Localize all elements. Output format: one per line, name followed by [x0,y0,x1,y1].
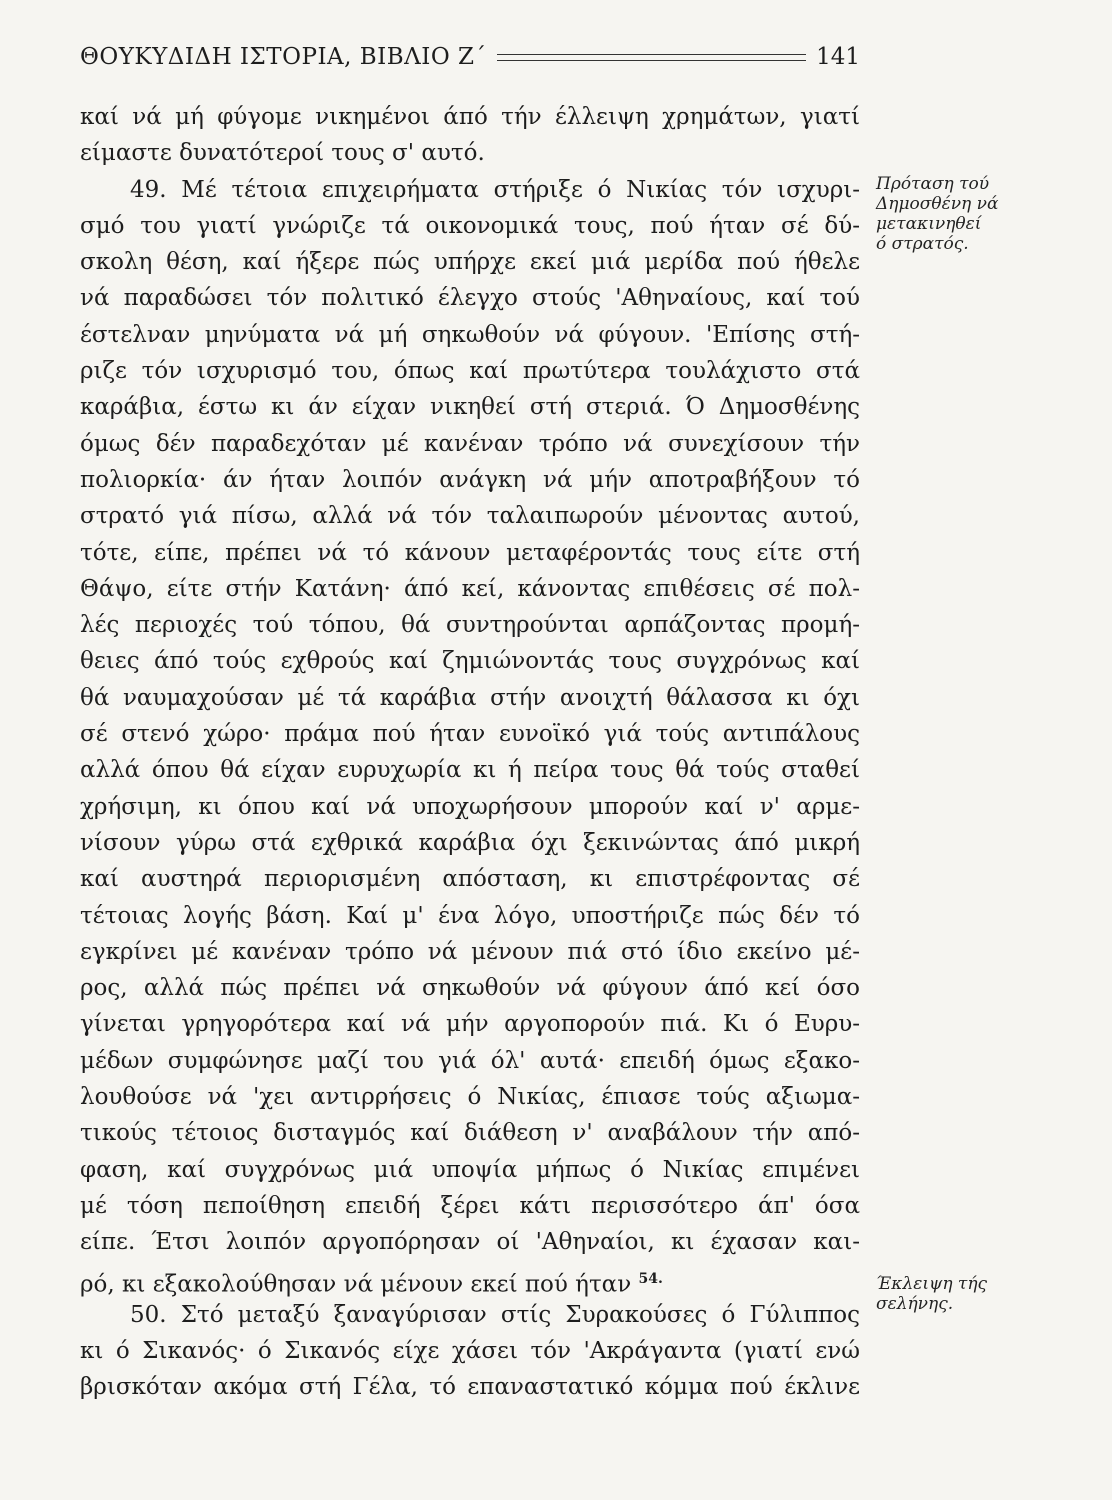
body-line: μέ τόση πεποίθηση επειδή ξέρει κάτι περισσότερο άπ' όσα [80,1192,860,1219]
body-line: λές περιοχές τού τόπου, θά συντηρούνται αρπάζοντας προμή- [80,612,860,639]
body-line: τέτοιας λογής βάση. Καί μ' ένα λόγο, υποστήριζε πώς δέν τό [80,902,860,929]
body-line: ριζε τόν ισχυρισμό του, όπως καί πρωτύτερα τουλάχιστο στά [80,358,860,385]
page-number: 141 [816,44,860,70]
body-line: εγκρίνει μέ κανέναν τρόπο νά μένουν πιά στό ίδιο εκείνο μέ- [80,938,860,965]
body-line: τικούς τέτοιος δισταγμός καί διάθεση ν' αναβάλουν τήν από- [80,1120,860,1147]
body-line: 49. Μέ τέτοια επιχειρήματα στήριξε ό Νικίας τόν ισχυρι- [130,176,860,203]
body-line: σκολη θέση, καί ήξερε πώς υπήρχε εκεί μιά μερίδα πού ήθελε [80,249,860,276]
header-double-rule [497,54,807,61]
body-line: χρήσιμη, κι όπου καί νά υποχωρήσουν μπορούν καί ν' αρμε- [80,793,860,820]
running-header-title: ΘΟΥΚΥΔΙΔΗ ΙΣΤΟΡΙΑ, ΒΙΒΛΙΟ Ζ΄ [80,44,487,70]
body-line: πολιορκία· άν ήταν λοιπόν ανάγκη νά μήν αποτραβήξουν τό [80,466,860,493]
body-line: νίσουν γύρω στά εχθρικά καράβια όχι ξεκινώντας άπό μικρή [80,829,860,856]
running-header [80,40,860,74]
body-line: μέδων συμφώνησε μαζί του γιά όλ' αυτά· επειδή όμως εξακο- [80,1047,860,1074]
body-line: βρισκόταν ακόμα στή Γέλα, τό επαναστατικό κόμμα πού έκλινε [80,1374,860,1401]
body-line-with-footnote [80,1261,860,1297]
body-line: τότε, είπε, πρέπει νά τό κάνουν μεταφέροντάς τους είτε στή [80,539,860,566]
margin-note-line: ό στρατός. [876,234,969,254]
body-line: όμως δέν παραδεχόταν μέ κανέναν τρόπο νά συνεχίσουν τήν [80,430,860,457]
body-line: κι ό Σικανός· ό Σικανός είχε χάσει τόν 'Ακράγαντα (γιατί ενώ [80,1338,860,1365]
margin-note-line: σελήνης. [876,1294,954,1314]
body-line: καράβια, έστω κι άν είχαν νικηθεί στή στεριά. Ό Δημοσθένης [80,394,860,421]
margin-note-demosthenes-proposal [876,174,998,254]
body-line: θειες άπό τούς εχθρούς καί ζημιώνοντάς τους συγχρόνως καί [80,648,860,675]
body-line: φαση, καί συγχρόνως μιά υποψία μήπως ό Νικίας επιμένει [80,1156,860,1183]
body-line: λουθούσε νά 'χει αντιρρήσεις ό Νικίας, έπιασε τούς αξιωμα- [80,1084,860,1111]
margin-note-line: Δημοσθένη νά [876,194,999,214]
margin-note-line: Πρόταση τού [876,174,990,194]
margin-note-line: Έκλειψη τής [876,1274,988,1294]
body-line: καί αυστηρά περιορισμένη απόσταση, κι επιστρέφοντας σέ [80,866,860,893]
body-line: έστελναν μηνύματα νά μή σηκωθούν νά φύγουν. 'Επίσης στή- [80,321,860,348]
body-line: 50. Στό μεταξύ ξαναγύρισαν στίς Συρακούσες ό Γύλιππος [130,1301,860,1328]
margin-note-line: μετακινηθεί [876,214,982,234]
body-line: είμαστε δυνατότεροί τους σ' αυτό. [80,140,485,167]
body-text [80,99,860,1406]
body-line: θά ναυμαχούσαν μέ τά καράβια στήν ανοιχτή θάλασσα κι όχι [80,684,860,711]
body-line: σέ στενό χώρο· πράμα πού ήταν ευνοϊκό γιά τούς αντιπάλους [80,721,860,748]
body-line: σμό του γιατί γνώριζε τά οικονομικά τους, πού ήταν σέ δύ- [80,212,860,239]
body-line: ρος, αλλά πώς πρέπει νά σηκωθούν νά φύγουν άπό κεί όσο [80,975,860,1002]
body-line: στρατό γιά πίσω, αλλά νά τόν ταλαιπωρούν μένοντας αυτού, [80,503,860,530]
margin-note-lunar-eclipse [876,1274,987,1314]
body-line-text: ρό, κι εξακολούθησαν νά μένουν εκεί πού ήταν [80,1271,632,1298]
body-line: γίνεται γρηγορότερα καί νά μήν αργοπορούν πιά. Κι ό Ευρυ- [80,1011,860,1038]
body-line: είπε. Έτσι λοιπόν αργοπόρησαν οί 'Αθηναίοι, κι έχασαν και- [80,1229,860,1256]
body-line: αλλά όπου θά είχαν ευρυχωρία κι ή πείρα τους θά τούς σταθεί [80,757,860,784]
body-line: καί νά μή φύγομε νικημένοι άπό τήν έλλειψη χρημάτων, γιατί [80,104,860,130]
body-line: νά παραδώσει τόν πολιτικό έλεγχο στούς 'Αθηναίους, καί τού [80,285,860,312]
footnote-reference: 54. [638,1270,663,1287]
body-line: Θάψο, είτε στήν Κατάνη· άπό κεί, κάνοντας επιθέσεις σέ πολ- [80,575,860,602]
